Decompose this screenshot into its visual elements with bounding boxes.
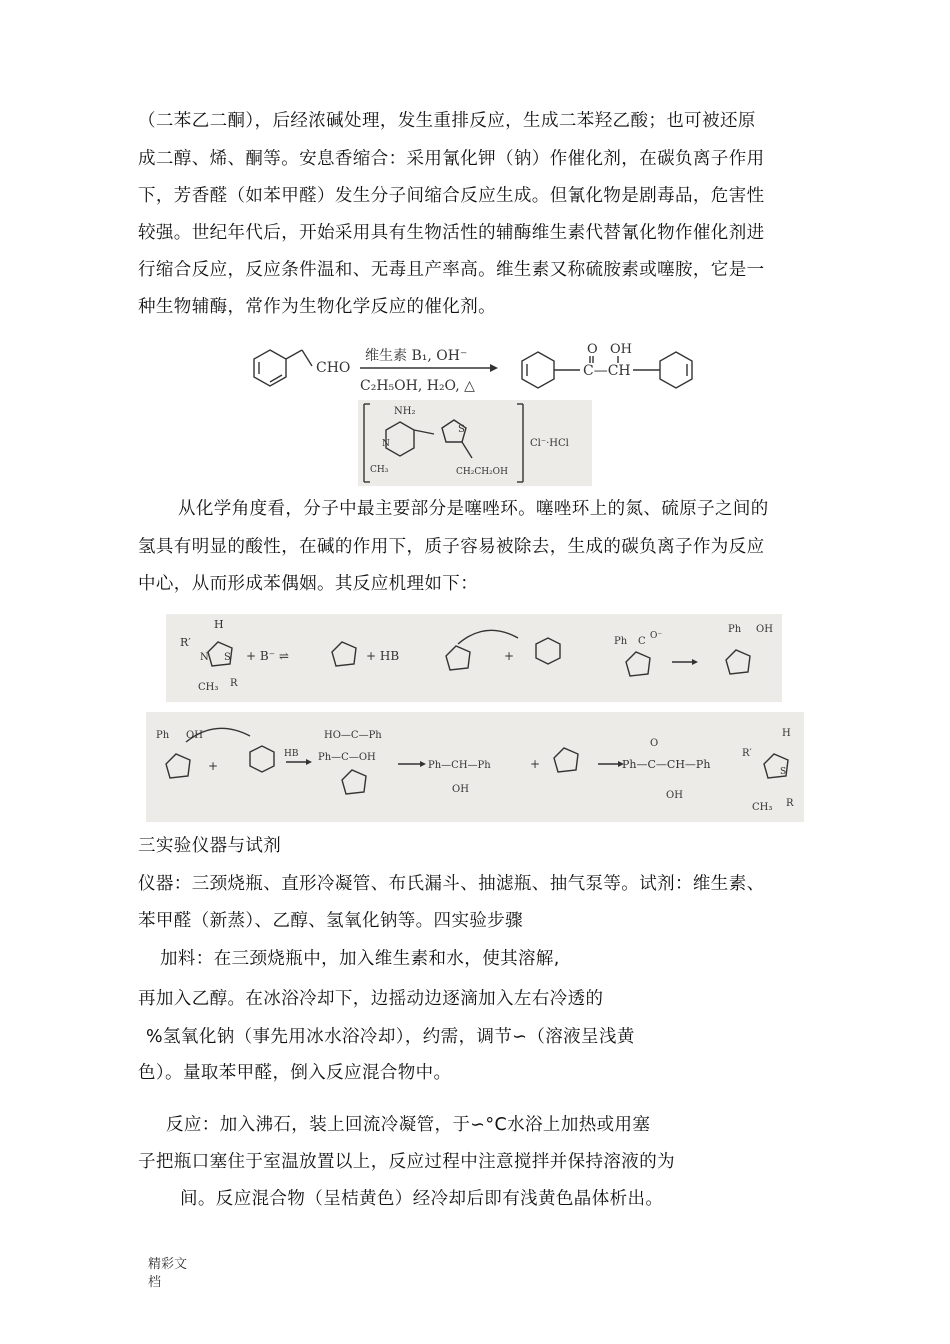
mech-label: H: [214, 618, 224, 631]
text-line: 较强。世纪年代后，开始采用具有生物活性的辅酶维生素代替氰化物作催化剂进: [138, 223, 765, 243]
mech-label: +: [208, 759, 219, 773]
mech-label: Ph—C—OH: [318, 752, 376, 763]
text-line: 下，芳香醛（如苯甲醛）发生分子间缩合反应生成。但氰化物是剧毒品，危害性: [138, 186, 765, 206]
text-line: 氢具有明显的酸性，在碱的作用下，质子容易被除去，生成的碳负离子作为反应: [138, 537, 765, 557]
mech-label: H: [782, 728, 791, 739]
text-line: 中心，从而形成苯偶姻。其反应机理如下：: [138, 574, 479, 594]
mech-label: Ph—C—CH—Ph: [622, 758, 711, 771]
mech-label: + HB: [366, 649, 400, 663]
mech-label: R′: [180, 636, 191, 649]
text-line: 子把瓶口塞住于室温放置以上，反应过程中注意搅拌并保持溶液的为: [138, 1152, 675, 1172]
mech-label: Ph: [728, 624, 742, 635]
thiamine-s: S: [458, 424, 465, 435]
mechanism-figure-row2: [146, 712, 804, 822]
text-line: 仪器：三颈烧瓶、直形冷凝管、布氏漏斗、抽滤瓶、抽气泵等。试剂：维生素、: [138, 874, 765, 894]
mech-label: CH₃: [198, 682, 219, 693]
thiamine-nh2: NH₂: [394, 406, 416, 417]
mech-label: OH: [666, 790, 683, 801]
section-title: 三实验仪器与试剂: [138, 836, 282, 856]
text-line: 从化学角度看，分子中最主要部分是噻唑环。噻唑环上的氮、硫原子之间的: [178, 499, 769, 519]
footer-text: 精彩文: [148, 1257, 188, 1272]
text-line: 种生物辅酶，常作为生物化学反应的催化剂。: [138, 297, 496, 317]
text-line: %氢氧化钠（事先用冰水浴冷却），约需，调节∽（溶液呈浅黄: [146, 1027, 635, 1047]
mech-label: O: [650, 738, 659, 749]
mech-label: R: [230, 678, 238, 689]
product-oh: OH: [610, 342, 632, 357]
footer-text: 档: [148, 1275, 162, 1290]
product-center: C—CH: [583, 363, 631, 379]
mech-label: S: [224, 652, 231, 663]
mech-label: +: [504, 649, 515, 663]
thiamine-ch3: CH₃: [370, 465, 389, 475]
text-line: 加料：在三颈烧瓶中，加入维生素和水，使其溶解,: [160, 949, 560, 969]
text-line: 苯甲醛（新蒸）、乙醇、氢氧化钠等。四实验步骤: [138, 911, 524, 931]
mech-label: Ph—CH—Ph: [428, 760, 491, 771]
thiamine-structure-figure: [358, 400, 592, 486]
thiamine-n: N: [382, 439, 390, 449]
thiamine-chain: CH₂CH₂OH: [456, 467, 508, 477]
reactant-label: CHO: [316, 360, 351, 376]
mech-label: + B⁻ ⇌: [246, 649, 289, 663]
mech-label: OH: [186, 730, 203, 741]
text-line: 间。反应混合物（呈桔黄色）经冷却后即有浅黄色晶体析出。: [180, 1189, 664, 1209]
thiamine-salt: Cl⁻·HCl: [530, 438, 569, 449]
mech-label: OH: [452, 784, 469, 795]
product-o: O: [587, 342, 598, 357]
text-line: （二苯乙二酮），后经浓碱处理，发生重排反应，生成二苯羟乙酸；也可被还原: [138, 111, 756, 131]
condition-top: 维生素 B₁, OH⁻: [365, 348, 468, 364]
text-line: 成二醇、烯、酮等。安息香缩合：采用氰化钾（钠）作催化剂，在碳负离子作用: [138, 149, 765, 169]
condition-bottom: C₂H₅OH, H₂O, △: [360, 378, 475, 394]
mech-label: R: [786, 798, 794, 809]
text-line: 再加入乙醇。在冰浴冷却下，边摇动边逐滴加入左右冷透的: [138, 989, 604, 1009]
mech-label: O⁻: [650, 631, 663, 641]
text-line: 反应：加入沸石，装上回流冷凝管，于∽°C水浴上加热或用塞: [166, 1115, 651, 1135]
mech-label: OH: [756, 624, 773, 635]
mech-label: +: [530, 757, 541, 771]
reaction-scheme: [240, 338, 720, 398]
mech-label: Ph: [156, 730, 170, 741]
mech-label: HO—C—Ph: [324, 730, 382, 741]
mech-label: HB: [284, 749, 299, 759]
mech-label: N: [200, 652, 209, 663]
mech-label: Ph: [614, 636, 628, 647]
mech-label: CH₃: [752, 802, 773, 813]
text-line: 行缩合反应，反应条件温和、无毒且产率高。维生素又称硫胺素或噻胺，它是一: [138, 260, 765, 280]
text-line: 色）。量取苯甲醛，倒入反应混合物中。: [138, 1063, 452, 1083]
mech-label: C: [638, 636, 646, 647]
mech-label: R′: [742, 748, 752, 759]
mechanism-figure-row1: [166, 614, 782, 702]
mech-label: S: [780, 767, 787, 777]
